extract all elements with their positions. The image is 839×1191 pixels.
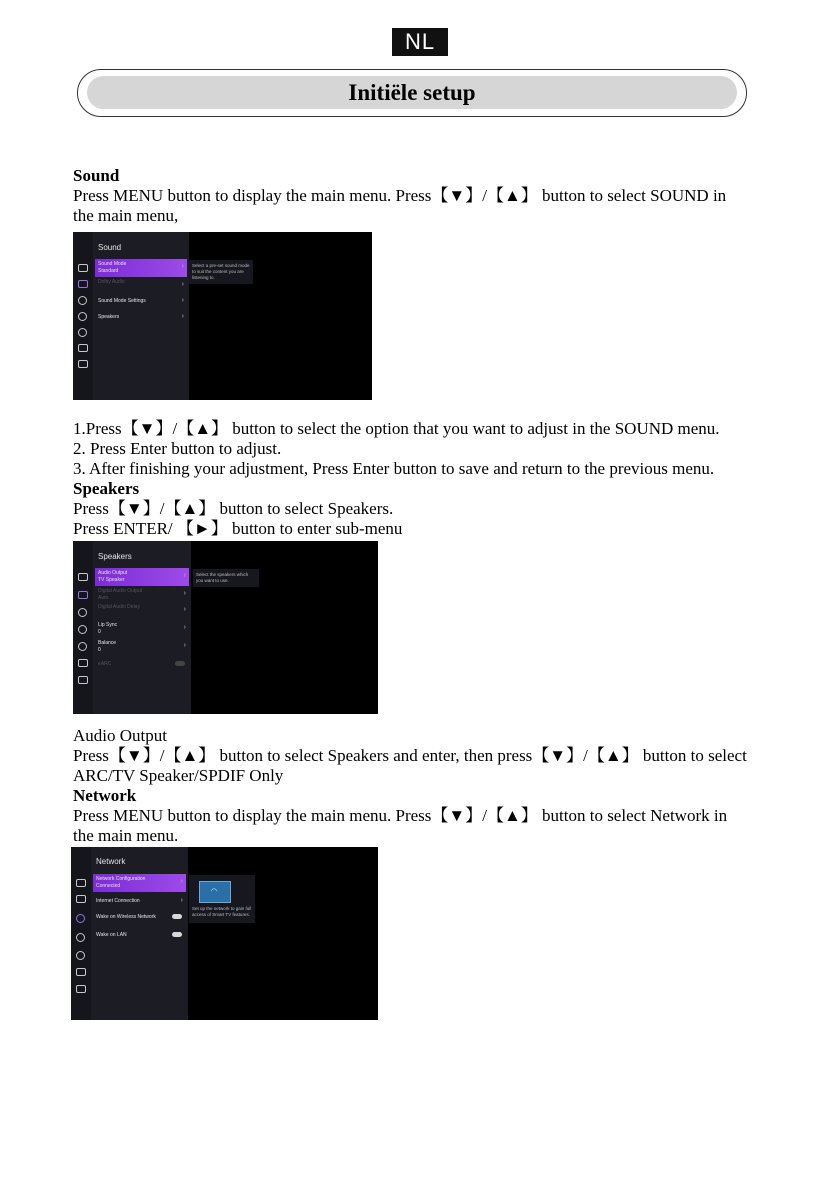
item-value: 0 bbox=[98, 629, 101, 635]
step-2: 2. Press Enter button to adjust. bbox=[73, 439, 282, 458]
sound-heading: Sound bbox=[73, 166, 120, 185]
earc-toggle[interactable] bbox=[175, 661, 185, 666]
speakers-menu-screenshot bbox=[73, 541, 378, 714]
globe-icon bbox=[78, 608, 87, 617]
step-1: 1.Press【▼】/【▲】 button to select the option that you want to adjust in the SOUND menu. bbox=[73, 419, 720, 438]
chevron-right-icon: › bbox=[183, 606, 186, 613]
menu-item-earc[interactable] bbox=[95, 656, 189, 674]
audio-output-text-line2: ARC/TV Speaker/SPDIF Only bbox=[73, 766, 284, 785]
menu-item-balance[interactable] bbox=[95, 638, 189, 656]
network-text-line1: Press MENU button to display the main menu. Press【▼】/【▲】 button to select Network in bbox=[73, 806, 728, 825]
menu-item-lip-sync[interactable] bbox=[95, 620, 189, 638]
chevron-right-icon: › bbox=[183, 590, 186, 597]
speakers-text-line2: Press ENTER/ 【►】 button to enter sub-menu bbox=[73, 519, 403, 538]
picture-icon bbox=[76, 879, 86, 887]
wake-wireless-toggle[interactable] bbox=[172, 914, 182, 919]
network-text-line2: the main menu. bbox=[73, 826, 179, 845]
chevron-right-icon: › bbox=[181, 297, 184, 304]
icon-sidebar bbox=[73, 232, 93, 400]
system-icon bbox=[78, 659, 88, 667]
chevron-right-icon: › bbox=[180, 897, 183, 904]
chevron-right-icon: › bbox=[183, 572, 186, 579]
menu-title: Sound bbox=[98, 243, 122, 252]
icon-sidebar bbox=[71, 847, 91, 1020]
item-value: TV Speaker bbox=[98, 577, 125, 583]
language-badge: NL bbox=[392, 28, 448, 56]
menu-item-speakers[interactable] bbox=[95, 309, 187, 327]
sound-text-line1: Press MENU button to display the main menu. Press【▼】/【▲】 button to select SOUND in bbox=[73, 186, 727, 205]
speakers-heading: Speakers bbox=[73, 479, 140, 498]
satellite-icon bbox=[78, 625, 87, 634]
sound-menu-screenshot bbox=[73, 232, 372, 400]
menu-item-wake-on-lan[interactable] bbox=[93, 927, 186, 945]
satellite-icon bbox=[76, 933, 85, 942]
menu-item-wake-on-wireless[interactable] bbox=[93, 909, 186, 927]
menu-item-audio-output[interactable] bbox=[95, 568, 189, 586]
item-label: Speakers bbox=[98, 314, 120, 320]
network-illustration bbox=[189, 875, 255, 923]
chevron-right-icon: › bbox=[183, 642, 186, 649]
menu-title: Network bbox=[96, 857, 126, 866]
system-icon bbox=[78, 344, 88, 352]
menu-description: Select the speakers which you want to use. bbox=[193, 569, 259, 587]
item-label: eARC bbox=[98, 661, 112, 667]
accessibility-icon bbox=[78, 642, 87, 651]
page-title-frame bbox=[77, 69, 747, 117]
audio-output-text-line1: Press【▼】/【▲】 button to select Speakers and enter, then press【▼】/【▲】 button to select bbox=[73, 746, 747, 765]
wifi-icon: ◠ bbox=[211, 888, 218, 895]
chevron-right-icon: › bbox=[181, 263, 184, 270]
speaker-icon bbox=[78, 591, 88, 599]
step-3: 3. After finishing your adjustment, Press Enter button to save and return to the previous menu. bbox=[73, 459, 715, 478]
chevron-right-icon: › bbox=[180, 878, 183, 885]
menu-item-network-configuration[interactable] bbox=[93, 874, 186, 892]
menu-item-digital-audio-delay[interactable] bbox=[95, 602, 189, 620]
globe-icon bbox=[78, 296, 87, 305]
support-icon bbox=[76, 985, 86, 993]
chevron-right-icon: › bbox=[183, 624, 186, 631]
item-label: Dolby Audio bbox=[98, 279, 125, 285]
satellite-icon bbox=[78, 312, 87, 321]
wake-lan-toggle[interactable] bbox=[172, 932, 182, 937]
audio-output-heading: Audio Output bbox=[73, 726, 167, 745]
item-label: Balance bbox=[98, 640, 117, 646]
support-icon bbox=[78, 360, 88, 368]
item-label: Network Configuration bbox=[96, 876, 146, 882]
menu-description: Select a pre-set sound mode to suit the content you are listening to. bbox=[189, 260, 253, 284]
chevron-right-icon: › bbox=[181, 281, 184, 288]
picture-icon bbox=[78, 264, 88, 272]
network-heading: Network bbox=[73, 786, 137, 805]
speaker-icon bbox=[76, 895, 86, 903]
support-icon bbox=[78, 676, 88, 684]
icon-sidebar bbox=[73, 541, 93, 714]
system-icon bbox=[76, 968, 86, 976]
item-label: Sound Mode bbox=[98, 261, 127, 267]
chevron-right-icon: › bbox=[181, 313, 184, 320]
page-title: Initiële setup bbox=[87, 76, 737, 109]
speaker-icon bbox=[78, 280, 88, 288]
item-label: Digital Audio Delay bbox=[98, 604, 140, 610]
picture-icon bbox=[78, 573, 88, 581]
item-value: 0 bbox=[98, 647, 101, 653]
item-label: Digital Audio Output bbox=[98, 588, 143, 594]
network-menu-screenshot bbox=[71, 847, 378, 1020]
item-label: Wake on Wireless Network bbox=[96, 914, 156, 920]
globe-icon bbox=[76, 914, 85, 923]
menu-item-sound-mode[interactable] bbox=[95, 259, 187, 277]
item-value: Auto bbox=[98, 595, 109, 601]
item-label: Wake on LAN bbox=[96, 932, 127, 938]
item-value: Standard bbox=[98, 268, 119, 274]
item-label: Internet Connection bbox=[96, 898, 140, 904]
speakers-text-line1: Press【▼】/【▲】 button to select Speakers. bbox=[73, 499, 394, 518]
network-description: Set up the network to gain full access of Smart TV features. bbox=[192, 906, 252, 917]
item-label: Lip Sync bbox=[98, 622, 118, 628]
menu-title: Speakers bbox=[98, 552, 132, 561]
item-label: Audio Output bbox=[98, 570, 128, 576]
item-value: Connected bbox=[96, 883, 121, 889]
item-label: Sound Mode Settings bbox=[98, 298, 146, 304]
accessibility-icon bbox=[76, 951, 85, 960]
sound-text-line2: the main menu, bbox=[73, 206, 179, 225]
accessibility-icon bbox=[78, 328, 87, 337]
